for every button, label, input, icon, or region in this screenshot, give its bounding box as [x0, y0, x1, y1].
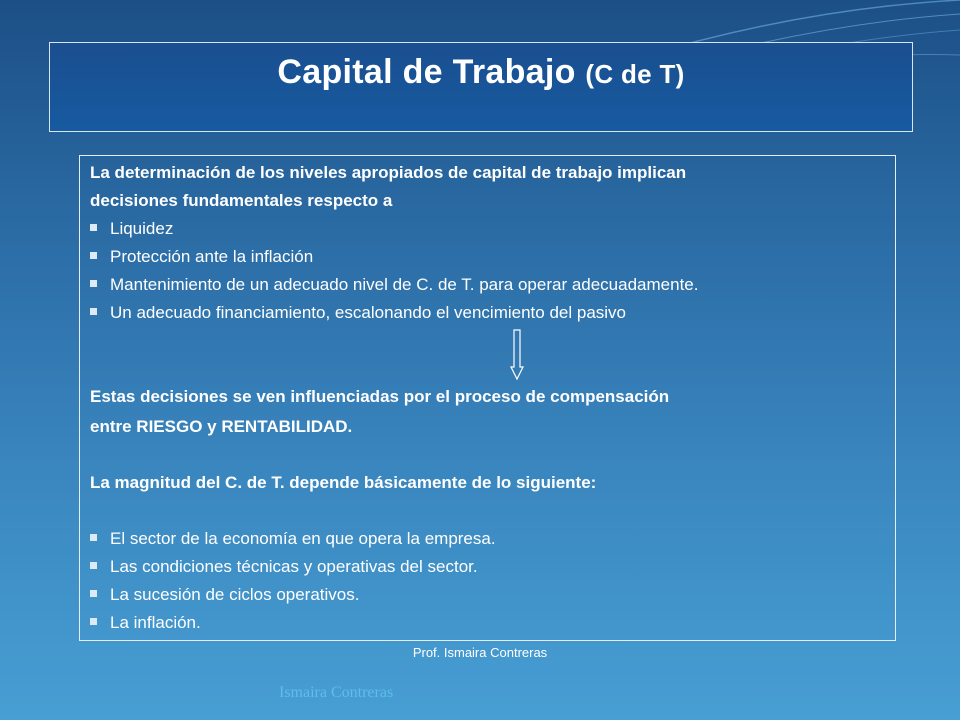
- list-item: El sector de la economía en que opera la empresa.: [90, 525, 496, 553]
- square-bullet-icon: [90, 308, 97, 315]
- slide-title: [50, 53, 912, 92]
- square-bullet-icon: [90, 534, 97, 541]
- footer-author: Prof. Ismaira Contreras: [412, 645, 548, 660]
- content-box: [79, 155, 896, 641]
- list-item: La inflación.: [90, 609, 201, 637]
- title-sub: (C de T): [585, 59, 685, 89]
- square-bullet-icon: [90, 224, 97, 231]
- square-bullet-icon: [90, 562, 97, 569]
- intro-line-2: decisiones fundamentales respecto a: [90, 191, 393, 210]
- signature-text: Ismaira Contreras: [279, 684, 394, 701]
- list-item: La sucesión de ciclos operativos.: [90, 581, 359, 609]
- influence-line-1: Estas decisiones se ven influenciadas por el proceso de compensación: [90, 387, 670, 406]
- square-bullet-icon: [90, 280, 97, 287]
- list-item: Protección ante la inflación: [90, 243, 313, 271]
- square-bullet-icon: [90, 252, 97, 259]
- title-main: Capital de Trabajo: [277, 53, 576, 91]
- down-arrow-icon: [510, 329, 524, 381]
- list-item: Liquidez: [90, 215, 173, 243]
- list-item: Las condiciones técnicas y operativas del sector.: [90, 553, 478, 581]
- list-item: Mantenimiento de un adecuado nivel de C. de T. para operar adecuadamente.: [90, 271, 698, 299]
- square-bullet-icon: [90, 590, 97, 597]
- influence-line-2: entre RIESGO y RENTABILIDAD.: [90, 417, 353, 436]
- title-box: [49, 42, 913, 132]
- square-bullet-icon: [90, 618, 97, 625]
- list-item: Un adecuado financiamiento, escalonando el vencimiento del pasivo: [90, 299, 626, 327]
- magnitude-heading: La magnitud del C. de T. depende básicamente de lo siguiente:: [90, 473, 597, 492]
- intro-line-1: La determinación de los niveles apropiados de capital de trabajo implican: [90, 163, 687, 182]
